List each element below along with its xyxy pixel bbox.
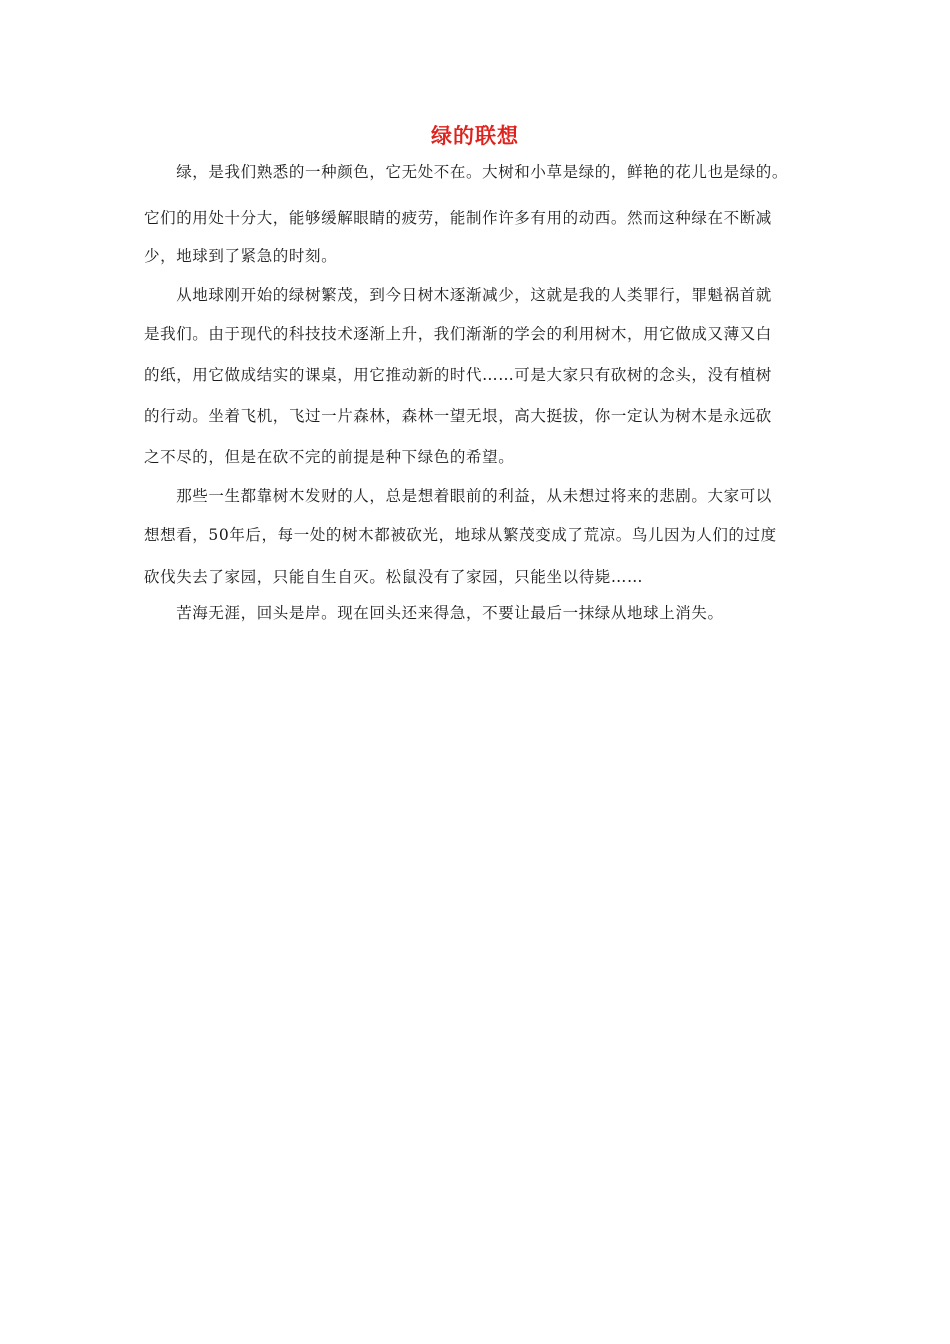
paragraph-line: 从地球刚开始的绿树繁茂，到今日树木逐渐减少，这就是我的人类罪行，罪魁祸首就 xyxy=(144,286,772,304)
paragraph-line: 砍伐失去了家园，只能自生自灭。松鼠没有了家园，只能坐以待毙…… xyxy=(144,568,644,586)
paragraph-line: 的行动。坐着飞机，飞过一片森林，森林一望无垠，高大挺拔，你一定认为树木是永远砍 xyxy=(144,407,772,425)
paragraph-line: 之不尽的，但是在砍不完的前提是种下绿色的希望。 xyxy=(144,448,515,466)
paragraph-line: 是我们。由于现代的科技技术逐渐上升，我们渐渐的学会的利用树木，用它做成又薄又白 xyxy=(144,325,772,343)
paragraph-line: 那些一生都靠树木发财的人，总是想着眼前的利益，从未想过将来的悲剧。大家可以 xyxy=(144,487,772,505)
paragraph-line: 绿，是我们熟悉的一种颜色，它无处不在。大树和小草是绿的，鲜艳的花儿也是绿的。 xyxy=(144,163,789,181)
document-title: 绿的联想 xyxy=(431,124,519,148)
paragraph-line: 想想看，50年后，每一处的树木都被砍光，地球从繁茂变成了荒凉。鸟儿因为人们的过度 xyxy=(144,526,777,544)
paragraph-line: 苦海无涯，回头是岸。现在回头还来得急，不要让最后一抹绿从地球上消失。 xyxy=(144,604,724,622)
paragraph-line: 它们的用处十分大，能够缓解眼睛的疲劳，能制作许多有用的动西。然而这种绿在不断减 xyxy=(144,209,772,227)
paragraph-line: 少，地球到了紧急的时刻。 xyxy=(144,247,338,265)
paragraph-line: 的纸，用它做成结实的课桌，用它推动新的时代……可是大家只有砍树的念头，没有植树 xyxy=(144,366,772,384)
